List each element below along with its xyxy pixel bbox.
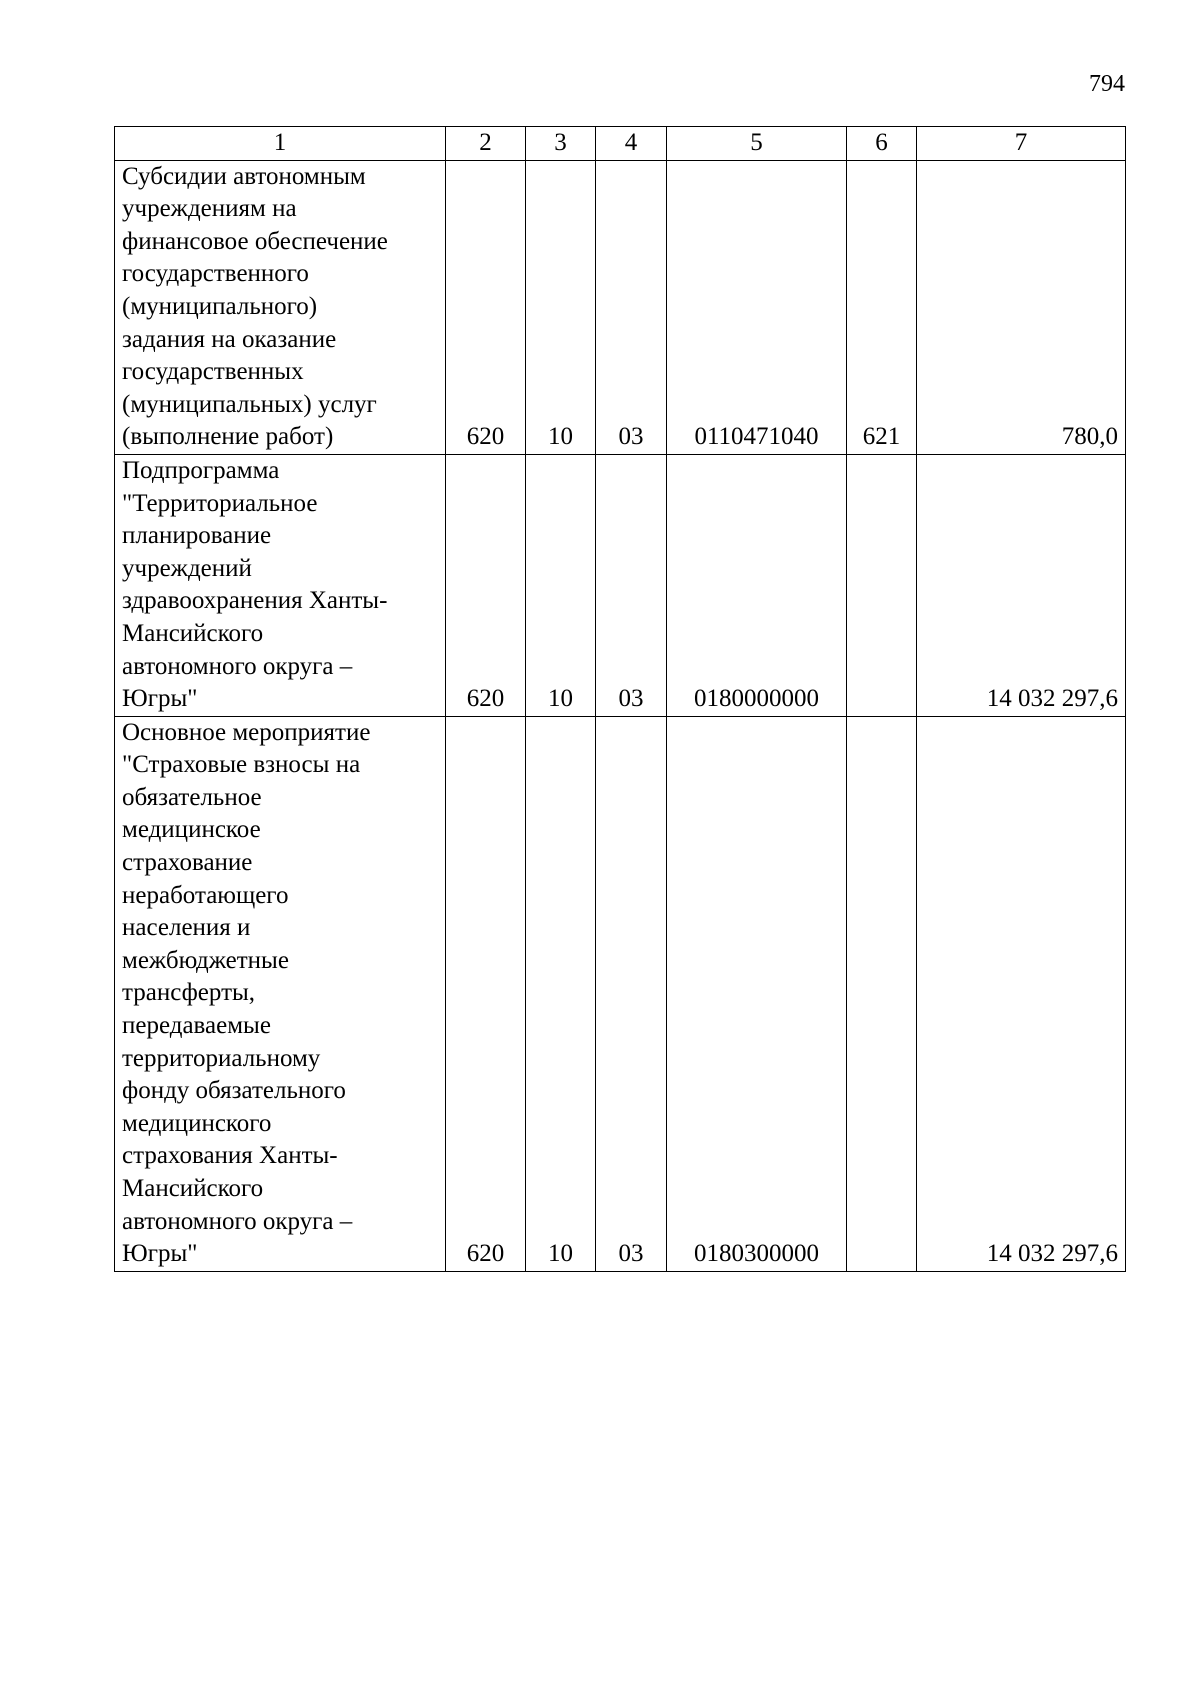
row-amount: 14 032 297,6 <box>917 716 1126 1271</box>
row-name: Субсидии автономным учреждениям на финансовое обеспечение государственного (муниципального) задания на оказание государственных (муниципальных) услуг (выполнение работ) <box>115 160 446 454</box>
row-col-2: 620 <box>446 160 526 454</box>
header-row <box>115 127 1126 161</box>
row-col-2: 620 <box>446 716 526 1271</box>
row-name: Подпрограмма "Территориальное планирование учреждений здравоохранения Ханты- Мансийского автономного округа – Югры" <box>115 454 446 716</box>
page-number: 794 <box>1089 71 1125 97</box>
row-amount: 14 032 297,6 <box>917 454 1126 716</box>
row-col-5: 0180000000 <box>667 454 847 716</box>
row-col-5: 0180300000 <box>667 716 847 1271</box>
header-cell-6: 6 <box>847 127 917 161</box>
row-col-4: 03 <box>596 716 667 1271</box>
header-cell-2: 2 <box>446 127 526 161</box>
header-cell-3: 3 <box>526 127 596 161</box>
table-row <box>115 716 1126 1271</box>
header-cell-7: 7 <box>917 127 1126 161</box>
row-col-6 <box>847 716 917 1271</box>
row-col-5: 0110471040 <box>667 160 847 454</box>
row-col-3: 10 <box>526 716 596 1271</box>
row-col-6 <box>847 454 917 716</box>
header-cell-4: 4 <box>596 127 667 161</box>
row-col-4: 03 <box>596 454 667 716</box>
row-name: Основное мероприятие "Страховые взносы на обязательное медицинское страхование неработающего населения и межбюджетные трансферты, передаваемые территориальному фонду обязательного медицинского страхования Ханты- Мансийского автономного округа – Югры" <box>115 716 446 1271</box>
budget-table <box>114 126 1126 1272</box>
row-col-4: 03 <box>596 160 667 454</box>
row-col-3: 10 <box>526 160 596 454</box>
row-col-6: 621 <box>847 160 917 454</box>
row-amount: 780,0 <box>917 160 1126 454</box>
table-row <box>115 454 1126 716</box>
header-cell-5: 5 <box>667 127 847 161</box>
row-col-3: 10 <box>526 454 596 716</box>
header-cell-1: 1 <box>115 127 446 161</box>
row-col-2: 620 <box>446 454 526 716</box>
table-row <box>115 160 1126 454</box>
